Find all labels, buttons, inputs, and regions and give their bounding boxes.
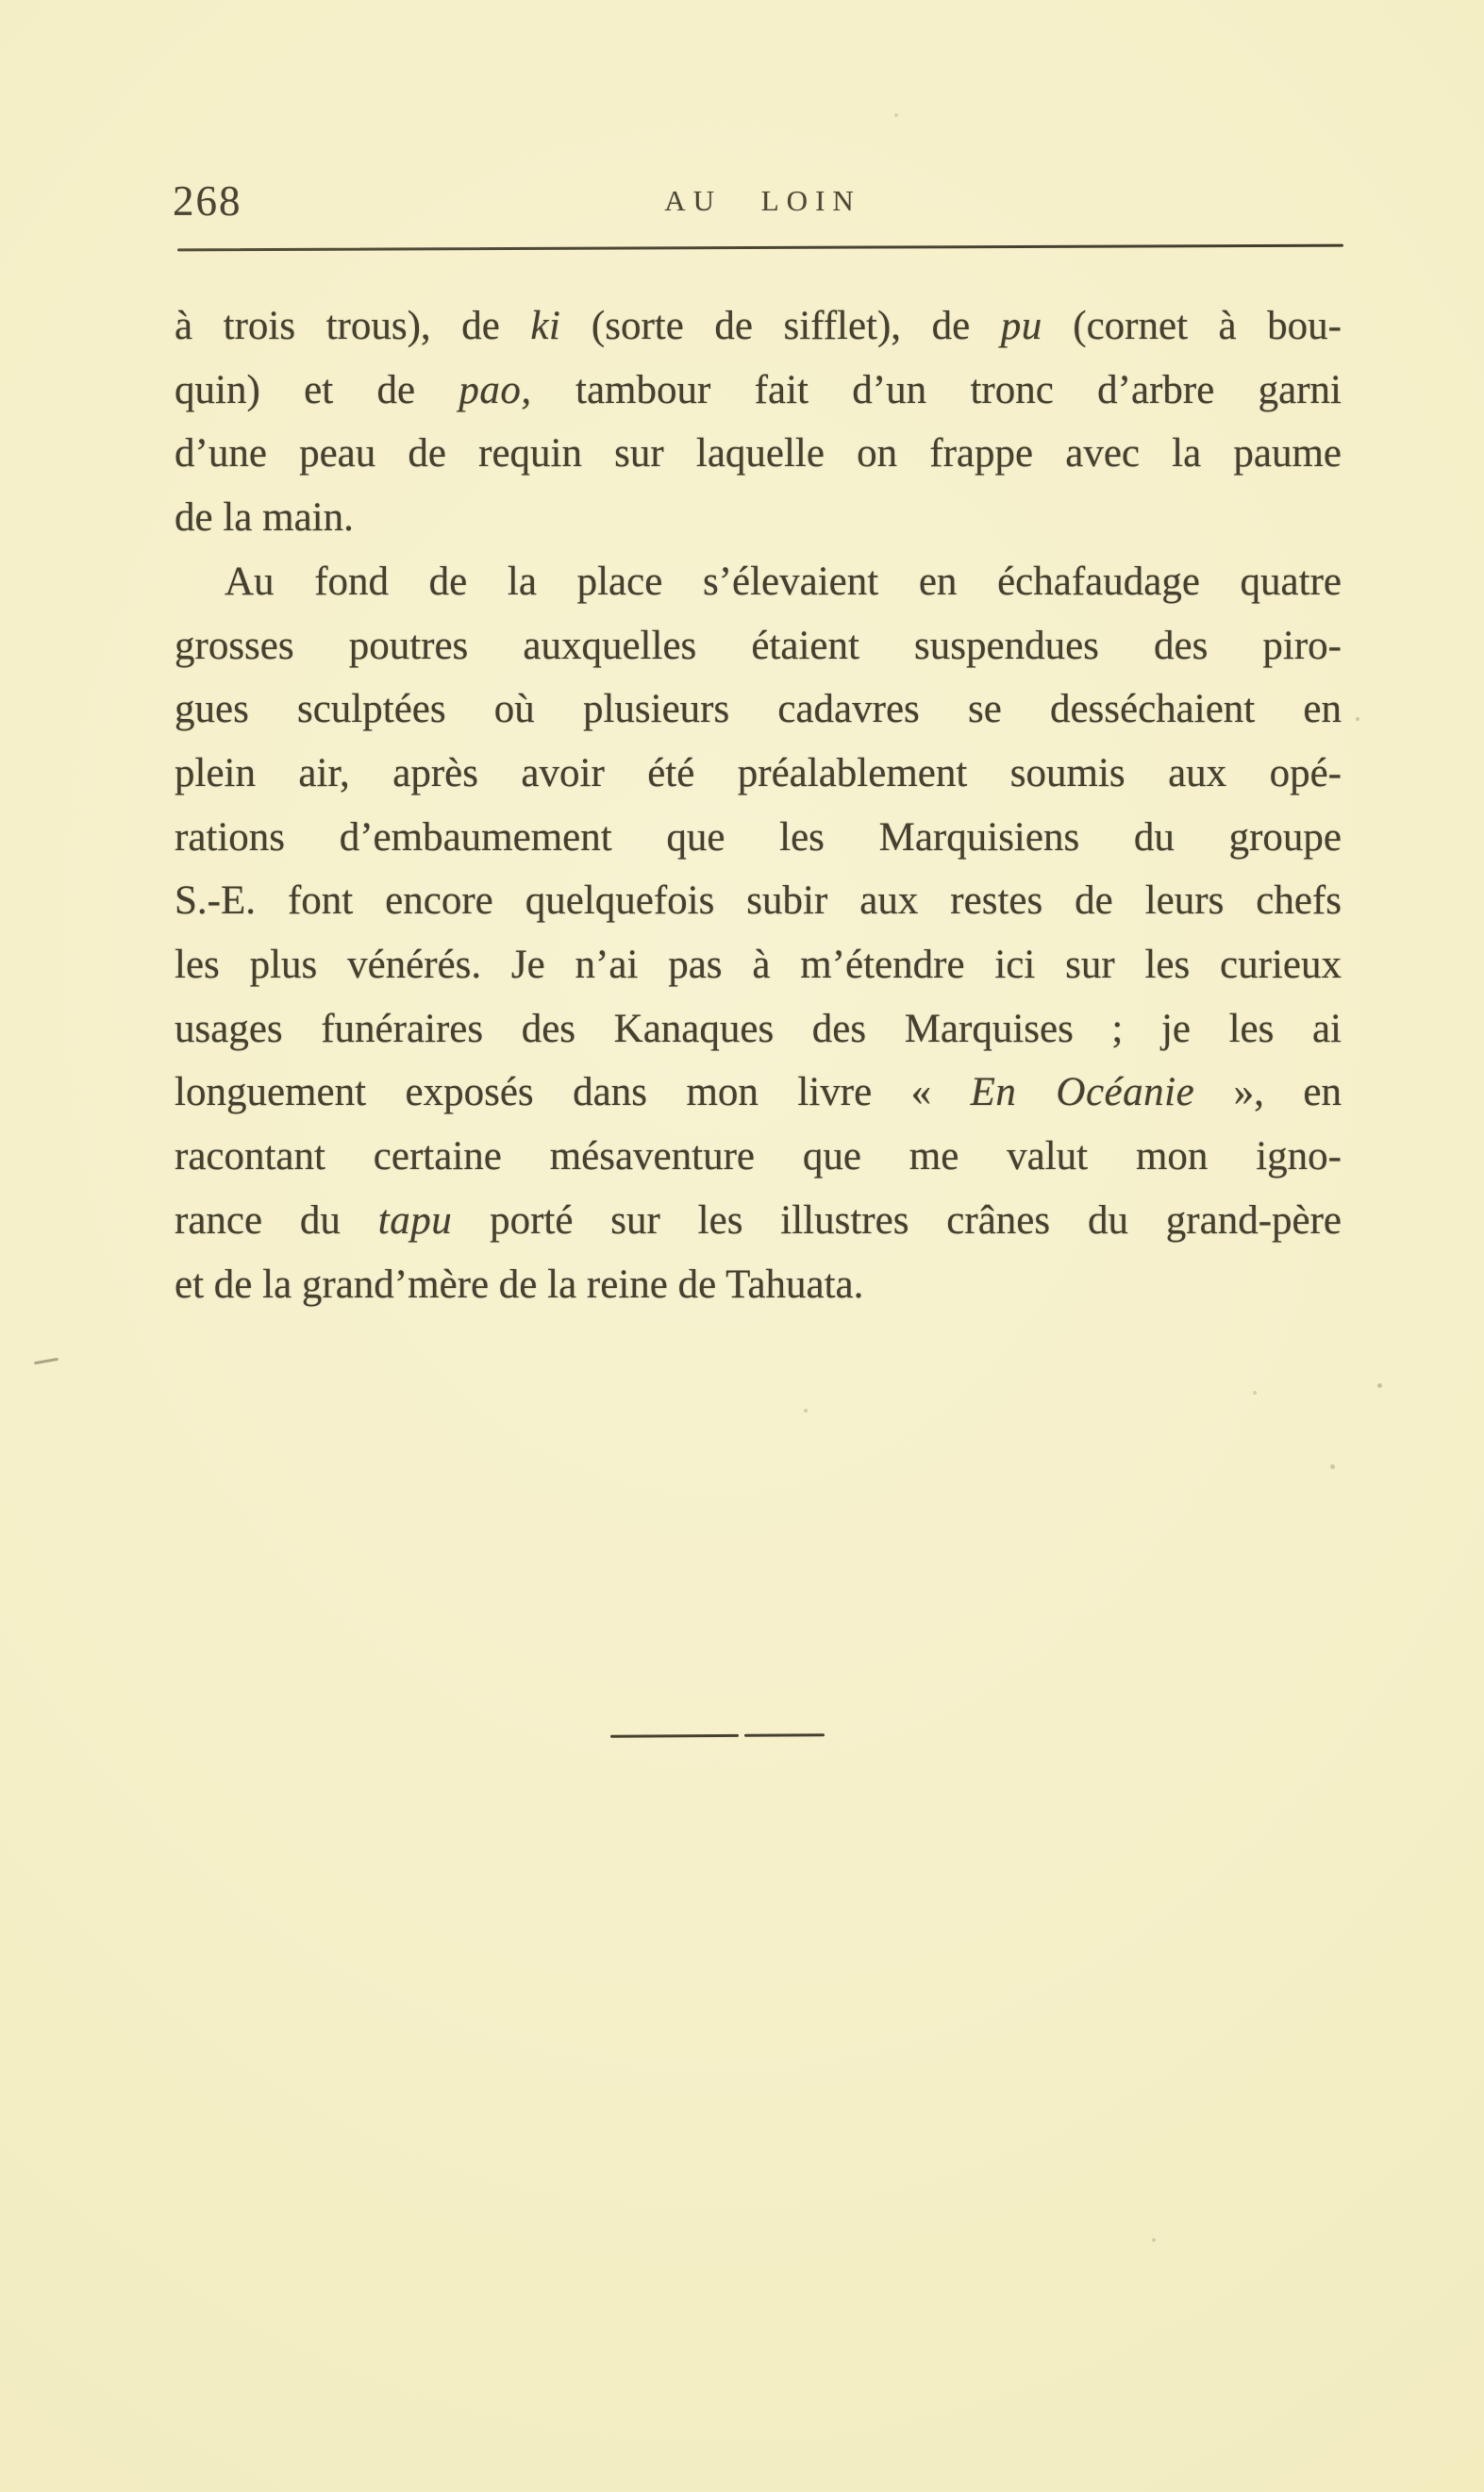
text-run: les plus vénérés. Je n’ai pas à m’étendre ici sur les curieux (175, 943, 1342, 988)
text-line (175, 1253, 1342, 1317)
text-run: de la main. (175, 495, 354, 541)
text-run: quin) et de (175, 367, 459, 412)
text-line (175, 806, 1342, 870)
text-line (175, 933, 1342, 997)
running-header-title: AU LOIN (664, 184, 861, 217)
text-line (175, 1061, 1342, 1125)
text-run: tambour fait d’un tronc d’arbre garni (531, 367, 1342, 412)
text-line (175, 869, 1342, 933)
text-run: grosses poutres auxquelles étaient suspendues des piro- (175, 623, 1342, 668)
text-line (175, 550, 1342, 614)
divider-segment (744, 1733, 825, 1737)
text-line (175, 422, 1342, 486)
section-end-divider (610, 1733, 825, 1738)
text-run: (cornet à bou- (1042, 304, 1342, 348)
text-run: S.-E. font encore quelquefois subir aux restes de leurs chefs (175, 878, 1342, 924)
text-line (175, 997, 1342, 1062)
header-rule (177, 244, 1343, 252)
text-run: et de la grand’mère de la reine de Tahuata. (175, 1262, 864, 1307)
text-line (175, 677, 1342, 742)
text-run: longuement exposés dans mon livre « (175, 1070, 971, 1115)
paper-speck (1152, 2238, 1156, 2242)
text-line (175, 742, 1342, 806)
text-run: usages funéraires des Kanaques des Marquises ; je les ai (175, 1006, 1342, 1051)
text-line (175, 486, 1342, 550)
text-run-italic: pao, (459, 367, 532, 412)
text-run: », en (1194, 1070, 1342, 1115)
text-line (175, 1125, 1342, 1189)
paper-speck (894, 113, 898, 117)
text-run-italic: En Océanie (970, 1070, 1195, 1115)
paragraph (175, 294, 1342, 550)
paper-speck (1356, 717, 1359, 721)
text-line (175, 294, 1342, 359)
page-number: 268 (173, 177, 242, 225)
text-run: rance du (175, 1197, 378, 1243)
text-run-italic: tapu (377, 1197, 453, 1243)
paper-speck (804, 1409, 808, 1413)
text-run: Au fond de la place s’élevaient en échafaudage quatre (225, 559, 1342, 604)
text-run: porté sur les illustres crânes du grand-père (452, 1197, 1342, 1243)
text-line (175, 614, 1342, 678)
text-run-italic: pu (1000, 304, 1042, 348)
text-run: rations d’embaumement que les Marquisiens du groupe (175, 814, 1342, 860)
paper-speck (1253, 1391, 1257, 1395)
divider-segment (610, 1734, 739, 1738)
text-run: plein air, après avoir été préalablement soumis aux opé- (175, 750, 1342, 795)
body-text (175, 294, 1342, 1316)
text-run-italic: ki (530, 304, 561, 348)
text-line (175, 1189, 1342, 1253)
text-run: gues sculptées où plusieurs cadavres se desséchaient en (175, 687, 1342, 732)
text-line (175, 359, 1342, 423)
paragraph (175, 550, 1342, 1316)
text-run: d’une peau de requin sur laquelle on frappe avec la paume (175, 431, 1342, 477)
text-run: à trois trous), de (175, 304, 531, 348)
paper-speck (1330, 1464, 1335, 1469)
paper-speck (1377, 1383, 1382, 1388)
text-run: racontant certaine mésaventure que me valut mon igno- (175, 1134, 1342, 1179)
margin-mark (34, 1358, 58, 1364)
text-run: (sorte de sifflet), de (560, 304, 1001, 348)
